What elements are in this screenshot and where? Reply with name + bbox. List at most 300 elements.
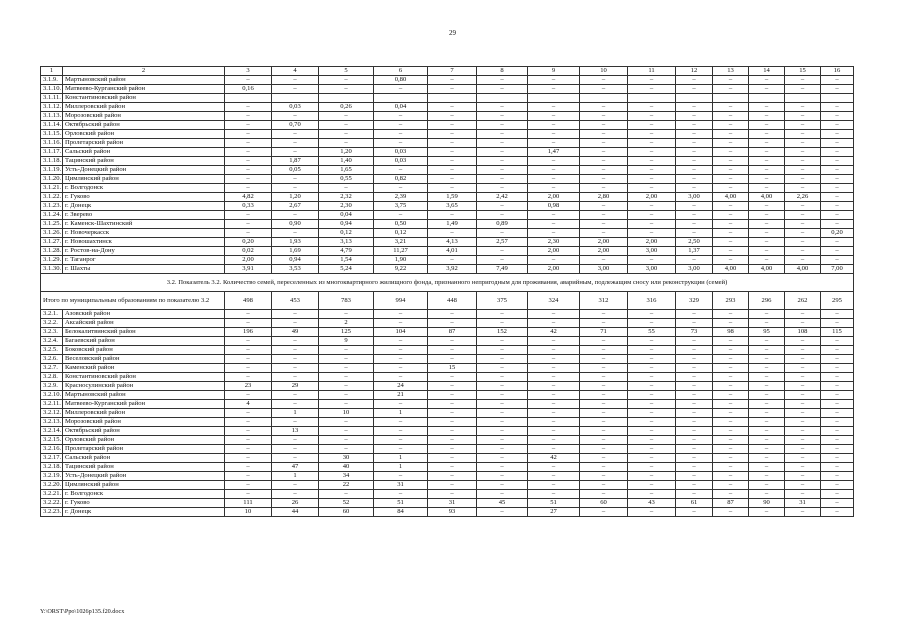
row-value: – xyxy=(628,409,676,418)
row-value: – xyxy=(628,310,676,319)
row-value: – xyxy=(477,454,528,463)
row-value: 42 xyxy=(528,328,580,337)
row-value: – xyxy=(428,436,477,445)
row-value: – xyxy=(580,409,628,418)
row-value: – xyxy=(580,211,628,220)
row-name: Каменский район xyxy=(63,364,225,373)
row-value: – xyxy=(225,175,272,184)
row-value: – xyxy=(749,166,785,175)
header-cell: 8 xyxy=(477,67,528,76)
row-value: – xyxy=(676,472,713,481)
row-value xyxy=(428,94,477,103)
row-value: – xyxy=(528,229,580,238)
row-code: 3.2.14. xyxy=(41,427,63,436)
row-value: – xyxy=(477,382,528,391)
row-name: г. Ростов-на-Дону xyxy=(63,247,225,256)
row-value: 2,42 xyxy=(477,193,528,202)
row-value: – xyxy=(428,481,477,490)
row-value: 47 xyxy=(272,463,319,472)
row-value xyxy=(628,94,676,103)
row-value: – xyxy=(785,508,821,517)
row-value: – xyxy=(477,427,528,436)
row-value: 98 xyxy=(713,328,749,337)
table-row xyxy=(41,157,854,166)
row-code: 3.2.16. xyxy=(41,445,63,454)
table-row xyxy=(41,112,854,121)
row-value: – xyxy=(319,346,374,355)
row-value: – xyxy=(319,130,374,139)
row-value: – xyxy=(477,508,528,517)
row-name: г. Каменск-Шахтинский xyxy=(63,220,225,229)
row-value xyxy=(821,94,854,103)
row-value: – xyxy=(821,310,854,319)
row-code: 3.1.17. xyxy=(41,148,63,157)
row-name: Константиновский район xyxy=(63,373,225,382)
row-value: – xyxy=(821,337,854,346)
row-value: – xyxy=(628,454,676,463)
row-value: – xyxy=(580,463,628,472)
row-value: – xyxy=(428,229,477,238)
row-value: – xyxy=(272,391,319,400)
row-value: 1,59 xyxy=(428,193,477,202)
row-value: – xyxy=(272,139,319,148)
row-value: – xyxy=(374,346,428,355)
row-value: – xyxy=(749,400,785,409)
row-value xyxy=(713,94,749,103)
row-value: 31 xyxy=(785,499,821,508)
row-value: – xyxy=(749,310,785,319)
row-value: – xyxy=(713,454,749,463)
row-value: – xyxy=(749,229,785,238)
row-value: – xyxy=(676,418,713,427)
header-row xyxy=(41,67,854,76)
row-code: 3.1.18. xyxy=(41,157,63,166)
header-cell: 7 xyxy=(428,67,477,76)
row-value xyxy=(272,94,319,103)
row-value: – xyxy=(477,391,528,400)
row-code: 3.1.15. xyxy=(41,130,63,139)
row-code: 3.2.17. xyxy=(41,454,63,463)
row-value: 61 xyxy=(676,499,713,508)
table-row xyxy=(41,454,854,463)
header-cell: 10 xyxy=(580,67,628,76)
row-name: Азовский район xyxy=(63,310,225,319)
row-value: – xyxy=(580,256,628,265)
row-value: – xyxy=(628,202,676,211)
row-value: – xyxy=(676,490,713,499)
row-name: Мартыновский район xyxy=(63,76,225,85)
row-value: – xyxy=(676,409,713,418)
row-name: Белокалитвинский район xyxy=(63,328,225,337)
row-value: – xyxy=(628,436,676,445)
table-row xyxy=(41,355,854,364)
header-cell: 14 xyxy=(749,67,785,76)
row-value: – xyxy=(319,400,374,409)
row-value: – xyxy=(528,409,580,418)
row-code: 3.2.23. xyxy=(41,508,63,517)
row-name: Боковский район xyxy=(63,346,225,355)
row-code: 3.1.25. xyxy=(41,220,63,229)
row-value: – xyxy=(676,427,713,436)
row-code: 3.2.13. xyxy=(41,418,63,427)
row-value: 2,80 xyxy=(580,193,628,202)
row-value: – xyxy=(713,400,749,409)
row-value: – xyxy=(713,112,749,121)
row-value: – xyxy=(225,418,272,427)
row-value: – xyxy=(477,319,528,328)
row-value: 55 xyxy=(628,328,676,337)
row-value: – xyxy=(319,373,374,382)
row-value: – xyxy=(225,184,272,193)
row-value: 27 xyxy=(528,508,580,517)
row-value: 2,00 xyxy=(528,247,580,256)
row-value: 1,37 xyxy=(676,247,713,256)
row-value: – xyxy=(319,76,374,85)
row-value: – xyxy=(713,175,749,184)
row-value: – xyxy=(628,112,676,121)
table-row xyxy=(41,319,854,328)
row-value: 2,00 xyxy=(628,193,676,202)
row-value: 24 xyxy=(374,382,428,391)
row-value: – xyxy=(225,463,272,472)
row-value: – xyxy=(477,481,528,490)
row-value: – xyxy=(580,382,628,391)
row-name: Пролетарский район xyxy=(63,445,225,454)
row-value: – xyxy=(749,184,785,193)
row-value: – xyxy=(319,427,374,436)
table-row xyxy=(41,481,854,490)
row-value: – xyxy=(477,85,528,94)
row-name: г. Зверево xyxy=(63,211,225,220)
row-value: 15 xyxy=(428,364,477,373)
row-value: – xyxy=(676,157,713,166)
table-row xyxy=(41,94,854,103)
row-name: г. Новочеркасск xyxy=(63,229,225,238)
row-value: – xyxy=(272,373,319,382)
row-name: г. Волгодонск xyxy=(63,184,225,193)
row-value: 111 xyxy=(225,499,272,508)
row-name: Цимлянский район xyxy=(63,481,225,490)
row-value: – xyxy=(272,454,319,463)
row-value: – xyxy=(749,445,785,454)
row-value: – xyxy=(477,355,528,364)
row-value: – xyxy=(676,103,713,112)
row-value: – xyxy=(225,409,272,418)
row-value: – xyxy=(319,445,374,454)
row-code: 3.1.29. xyxy=(41,256,63,265)
row-value: – xyxy=(785,319,821,328)
row-value: – xyxy=(628,139,676,148)
row-value: – xyxy=(821,319,854,328)
row-value: – xyxy=(821,247,854,256)
row-value: – xyxy=(477,445,528,454)
row-value: 115 xyxy=(821,328,854,337)
row-value: – xyxy=(713,85,749,94)
row-value: – xyxy=(528,130,580,139)
row-value: – xyxy=(319,364,374,373)
row-value: – xyxy=(749,364,785,373)
row-value: – xyxy=(821,130,854,139)
row-value: – xyxy=(272,490,319,499)
row-value: – xyxy=(628,319,676,328)
row-value: – xyxy=(580,157,628,166)
row-value: – xyxy=(785,175,821,184)
row-value: – xyxy=(676,112,713,121)
row-value: – xyxy=(225,472,272,481)
row-value: – xyxy=(477,112,528,121)
total-value: 448 xyxy=(428,292,477,310)
row-value: – xyxy=(628,157,676,166)
row-value: – xyxy=(713,472,749,481)
row-value: – xyxy=(428,184,477,193)
header-cell: 1 xyxy=(41,67,63,76)
row-value: – xyxy=(749,346,785,355)
row-value: 1 xyxy=(374,454,428,463)
row-value: – xyxy=(319,391,374,400)
row-value: 1,90 xyxy=(374,256,428,265)
table-row xyxy=(41,490,854,499)
row-value: – xyxy=(272,355,319,364)
row-value: 31 xyxy=(374,481,428,490)
row-value: – xyxy=(821,499,854,508)
header-cell: 9 xyxy=(528,67,580,76)
row-value: – xyxy=(225,391,272,400)
row-value: – xyxy=(477,463,528,472)
total-value: 295 xyxy=(821,292,854,310)
row-value: – xyxy=(676,184,713,193)
row-value: – xyxy=(225,346,272,355)
row-value: – xyxy=(676,256,713,265)
row-value: – xyxy=(821,112,854,121)
row-value: 3,00 xyxy=(580,265,628,274)
row-value: – xyxy=(749,85,785,94)
row-value: – xyxy=(713,490,749,499)
row-value: – xyxy=(676,319,713,328)
row-value: – xyxy=(821,409,854,418)
row-value: – xyxy=(713,157,749,166)
total-value: 293 xyxy=(713,292,749,310)
row-value: 31 xyxy=(428,499,477,508)
row-value: – xyxy=(319,85,374,94)
row-value: – xyxy=(374,445,428,454)
row-value: – xyxy=(272,211,319,220)
row-value: – xyxy=(628,229,676,238)
row-value: – xyxy=(821,202,854,211)
row-value: – xyxy=(374,310,428,319)
row-value: – xyxy=(821,157,854,166)
row-value: – xyxy=(749,373,785,382)
table-row xyxy=(41,391,854,400)
row-value: – xyxy=(785,490,821,499)
row-code: 3.1.26. xyxy=(41,229,63,238)
row-value: – xyxy=(713,184,749,193)
row-value: 2,00 xyxy=(580,238,628,247)
row-value: – xyxy=(785,391,821,400)
row-value: – xyxy=(225,220,272,229)
row-value: – xyxy=(272,364,319,373)
row-value: – xyxy=(785,139,821,148)
row-value: – xyxy=(272,481,319,490)
row-value: – xyxy=(749,103,785,112)
row-value: – xyxy=(821,175,854,184)
row-code: 3.1.21. xyxy=(41,184,63,193)
row-value: – xyxy=(713,256,749,265)
row-value: – xyxy=(528,103,580,112)
row-value: 9 xyxy=(319,337,374,346)
row-value: – xyxy=(428,148,477,157)
row-value: – xyxy=(676,355,713,364)
table-row xyxy=(41,175,854,184)
row-value: 1 xyxy=(272,409,319,418)
row-value: – xyxy=(785,256,821,265)
row-value: 0,94 xyxy=(272,256,319,265)
row-value: 3,00 xyxy=(628,265,676,274)
row-value: – xyxy=(428,157,477,166)
row-value: – xyxy=(785,454,821,463)
row-value: – xyxy=(749,418,785,427)
row-value: – xyxy=(374,418,428,427)
row-value: 3,00 xyxy=(676,193,713,202)
total-label: Итого по муниципальным образованиям по показателю 3.2 xyxy=(41,292,225,310)
row-value: – xyxy=(225,121,272,130)
row-value: 2,00 xyxy=(528,265,580,274)
row-value: – xyxy=(713,76,749,85)
table-row xyxy=(41,256,854,265)
row-value: – xyxy=(749,157,785,166)
row-value: – xyxy=(628,490,676,499)
row-value: – xyxy=(713,103,749,112)
row-value: – xyxy=(785,130,821,139)
table-row xyxy=(41,445,854,454)
row-value: – xyxy=(225,436,272,445)
row-value xyxy=(319,94,374,103)
row-value: – xyxy=(821,436,854,445)
row-name: Багаевский район xyxy=(63,337,225,346)
header-cell: 16 xyxy=(821,67,854,76)
row-value: 45 xyxy=(477,499,528,508)
row-value: 2,67 xyxy=(272,202,319,211)
row-value: – xyxy=(580,355,628,364)
section-title-row xyxy=(41,274,854,292)
row-value: – xyxy=(477,247,528,256)
row-value: – xyxy=(785,463,821,472)
row-code: 3.1.12. xyxy=(41,103,63,112)
row-value: – xyxy=(272,85,319,94)
row-value: 152 xyxy=(477,328,528,337)
total-value: 316 xyxy=(628,292,676,310)
row-value: 0,98 xyxy=(528,202,580,211)
row-value: – xyxy=(821,508,854,517)
row-value: – xyxy=(785,121,821,130)
row-value: – xyxy=(821,211,854,220)
table-row xyxy=(41,436,854,445)
row-value: – xyxy=(676,373,713,382)
row-value: – xyxy=(713,373,749,382)
row-value: – xyxy=(749,211,785,220)
row-value: – xyxy=(749,220,785,229)
row-value: – xyxy=(428,112,477,121)
row-code: 3.2.7. xyxy=(41,364,63,373)
row-value: – xyxy=(272,310,319,319)
row-value: – xyxy=(785,346,821,355)
row-value: – xyxy=(477,418,528,427)
row-value: 0,26 xyxy=(319,103,374,112)
row-value: – xyxy=(749,454,785,463)
row-name: Октябрьский район xyxy=(63,121,225,130)
row-value: – xyxy=(821,373,854,382)
header-cell: 3 xyxy=(225,67,272,76)
row-value: 44 xyxy=(272,508,319,517)
row-value: – xyxy=(225,229,272,238)
row-code: 3.2.15. xyxy=(41,436,63,445)
row-value: – xyxy=(821,481,854,490)
total-value: 312 xyxy=(580,292,628,310)
row-value: 3,91 xyxy=(225,265,272,274)
row-code: 3.1.14. xyxy=(41,121,63,130)
row-value: – xyxy=(477,211,528,220)
row-value: 2,50 xyxy=(676,238,713,247)
row-value: – xyxy=(749,247,785,256)
row-value: – xyxy=(374,166,428,175)
row-value: 87 xyxy=(428,328,477,337)
total-value: 262 xyxy=(785,292,821,310)
row-value: – xyxy=(272,76,319,85)
row-value: – xyxy=(713,481,749,490)
row-name: г. Донецк xyxy=(63,202,225,211)
row-value: 10 xyxy=(225,508,272,517)
row-name: Цимлянский район xyxy=(63,175,225,184)
row-value: – xyxy=(580,103,628,112)
row-value: – xyxy=(821,193,854,202)
row-value: 1,20 xyxy=(319,148,374,157)
row-value: – xyxy=(580,508,628,517)
row-value: – xyxy=(628,211,676,220)
row-value: – xyxy=(713,310,749,319)
row-value: – xyxy=(749,436,785,445)
row-value: – xyxy=(528,220,580,229)
row-value: – xyxy=(785,472,821,481)
row-code: 3.1.19. xyxy=(41,166,63,175)
row-value: 3,75 xyxy=(374,202,428,211)
row-value: – xyxy=(749,355,785,364)
row-value: – xyxy=(628,175,676,184)
row-name: Сальский район xyxy=(63,148,225,157)
row-code: 3.2.21. xyxy=(41,490,63,499)
row-value: – xyxy=(225,310,272,319)
row-code: 3.1.24. xyxy=(41,211,63,220)
row-name: Морозовский район xyxy=(63,112,225,121)
total-value: 498 xyxy=(225,292,272,310)
row-value: – xyxy=(428,463,477,472)
row-code: 3.2.10. xyxy=(41,391,63,400)
row-value: – xyxy=(374,121,428,130)
row-value: 1,69 xyxy=(272,247,319,256)
row-value: – xyxy=(821,463,854,472)
row-value: – xyxy=(528,319,580,328)
row-value: 0,02 xyxy=(225,247,272,256)
table-row xyxy=(41,310,854,319)
row-name: Усть-Донецкий район xyxy=(63,166,225,175)
row-value: 1,54 xyxy=(319,256,374,265)
row-value: – xyxy=(374,319,428,328)
table-row xyxy=(41,130,854,139)
row-value: – xyxy=(785,211,821,220)
row-value: – xyxy=(713,166,749,175)
row-value: – xyxy=(821,256,854,265)
row-value: 4,00 xyxy=(749,265,785,274)
row-name: Орловский район xyxy=(63,436,225,445)
row-value: – xyxy=(676,121,713,130)
